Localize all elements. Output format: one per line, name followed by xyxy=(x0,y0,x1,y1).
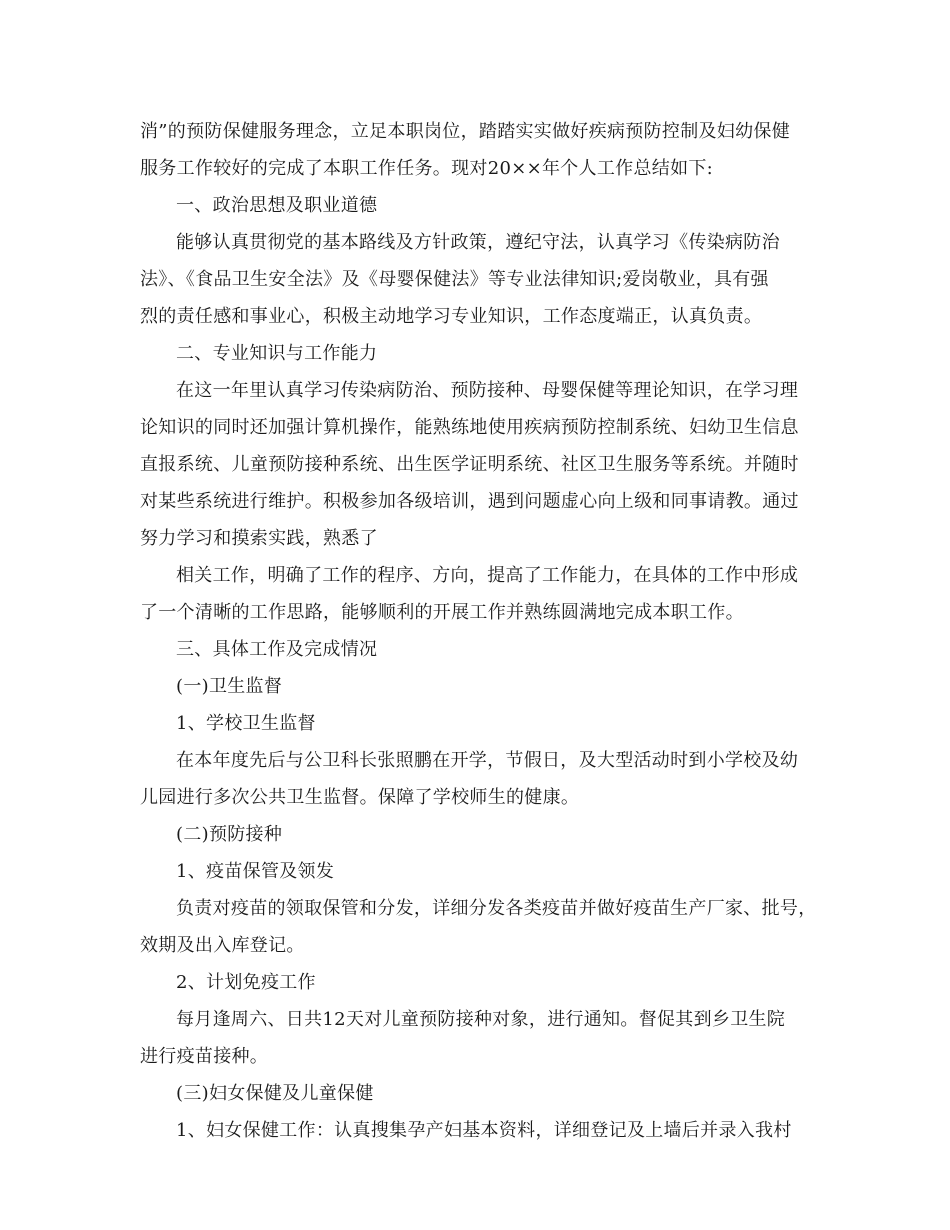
text-line: 2、计划免疫工作 xyxy=(176,972,316,993)
text-line: 进行疫苗接种。 xyxy=(140,1046,269,1067)
text-line: 一、政治思想及职业道德 xyxy=(176,195,378,216)
text-line: 每月逢周六、日共12天对儿童预防接种对象，进行通知。督促其到乡卫生院 xyxy=(176,1009,786,1030)
text-line: 努力学习和摸索实践，熟悉了 xyxy=(140,528,378,549)
text-line: 1、妇女保健工作：认真搜集孕产妇基本资料，详细登记及上墙后并录入我村 xyxy=(176,1120,792,1141)
text-line: 了一个清晰的工作思路，能够顺利的开展工作并熟练圆满地完成本职工作。 xyxy=(140,602,744,623)
text-line: 1、疫苗保管及领发 xyxy=(176,861,335,882)
text-line: 服务工作较好的完成了本职工作任务。现对20××年个人工作总结如下: xyxy=(140,158,714,179)
text-line: 二、专业知识与工作能力 xyxy=(176,343,378,364)
text-line: 消”的预防保健服务理念，立足本职岗位，踏踏实实做好疾病预防控制及妇幼保健 xyxy=(140,121,790,142)
document-body xyxy=(140,113,820,1149)
text-line: (三)妇女保健及儿童保健 xyxy=(176,1083,374,1104)
text-line: 法》、《食品卫生安全法》及《母婴保健法》等专业法律知识;爱岗敬业，具有强 xyxy=(140,269,769,290)
text-line: 直报系统、儿童预防接种系统、出生医学证明系统、社区卫生服务等系统。并随时 xyxy=(140,454,799,475)
text-line: (一)卫生监督 xyxy=(176,676,283,697)
text-line: (二)预防接种 xyxy=(176,824,283,845)
text-line: 能够认真贯彻党的基本路线及方针政策，遵纪守法，认真学习《传染病防治 xyxy=(176,232,780,253)
text-line: 在这一年里认真学习传染病防治、预防接种、母婴保健等理论知识，在学习理 xyxy=(176,380,799,401)
text-line: 1、学校卫生监督 xyxy=(176,713,316,734)
text-line: 烈的责任感和事业心，积极主动地学习专业知识，工作态度端正，认真负责。 xyxy=(140,306,763,327)
text-line: 相关工作，明确了工作的程序、方向，提高了工作能力，在具体的工作中形成 xyxy=(176,565,799,586)
text-line: 在本年度先后与公卫科长张照鹏在开学，节假日，及大型活动时到小学校及幼 xyxy=(176,750,799,771)
text-line: 三、具体工作及完成情况 xyxy=(176,639,378,660)
text-line: 对某些系统进行维护。积极参加各级培训，遇到问题虚心向上级和同事请教。通过 xyxy=(140,491,799,512)
text-line: 负责对疫苗的领取保管和分发，详细分发各类疫苗并做好疫苗生产厂家、批号， xyxy=(176,898,817,919)
text-line: 儿园进行多次公共卫生监督。保障了学校师生的健康。 xyxy=(140,787,580,808)
text-line: 论知识的同时还加强计算机操作，能熟练地使用疾病预防控制系统、妇幼卫生信息 xyxy=(140,417,799,438)
text-line: 效期及出入库登记。 xyxy=(140,935,305,956)
